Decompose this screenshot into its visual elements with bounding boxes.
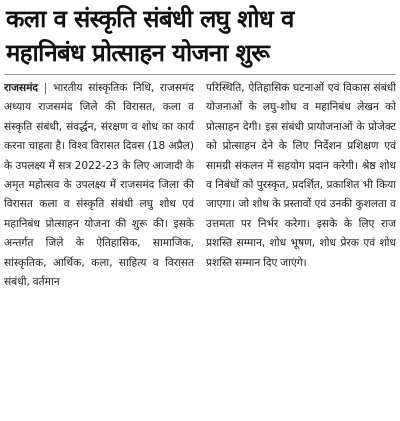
article-column-left xyxy=(4,79,194,292)
article-column-right xyxy=(206,79,396,273)
news-clipping xyxy=(4,2,396,419)
column-right-text: परिस्थिति, ऐतिहासिक घटनाओं एवं विकास संबंधी योजनाओं के लघु-शोध व महानिबंध लेखन को प्रोत्साहन देगी। इस संबंधी प्रायोजनाओं के प्रोजेक्ट को प्रोत्साहन देने के लिए निर्देशन प्रशिक्षण एवं सामग्री संकलन में सहयोग प्रदान करेगी। श्रेष्ठ शोध व निबंधों को पुरस्कृत, प्रदर्शित, प्रकाशित भी किया जाएगा। जो शोध के प्रस्तावों एवं उनकी कुशलता व उत्तमता पर निर्भर करेगा। इसके के लिए राज प्रशस्ति सम्मान, शोध भूषण, शोध प्रेरक एवं शोध प्रशस्ति सम्मान दिए जाएंगे। xyxy=(206,82,396,269)
headline-line-1: कला व संस्कृति संबंधी लघु शोध व xyxy=(6,5,294,33)
article-body xyxy=(4,79,396,292)
headline-line-2: महानिबंध प्रोत्साहन योजना शुरू xyxy=(6,39,270,67)
headline-divider xyxy=(4,74,396,75)
dateline-separator: | xyxy=(43,82,48,94)
headline xyxy=(4,2,396,70)
dateline: राजसमंद xyxy=(4,82,39,94)
column-left-text: भारतीय सांस्कृतिक निधि, राजसमंद अध्याय राजसमंद जिले की विरासत, कला व संस्कृति संबंधी, संवर्द्धन, संरक्षण व शोध का कार्य करना चाहता है। विश्व विरासत दिवस (18 अप्रैल) के उपलक्ष्य में सत्र 2022-23 के लिए आजादी के अमृत महोत्सव के उपलक्ष्य में राजसमंद जिला की विरासत कला व संस्कृति संबंधी लघु शोध एवं महानिबंध प्रोत्साहन योजना की शुरू की। इसके अन्तर्गत जिले के ऐतिहासिक, सामाजिक, सांस्कृतिक, आर्थिक, कला, साहित्य व विरासत संबंधी, वर्तमान xyxy=(4,82,194,289)
